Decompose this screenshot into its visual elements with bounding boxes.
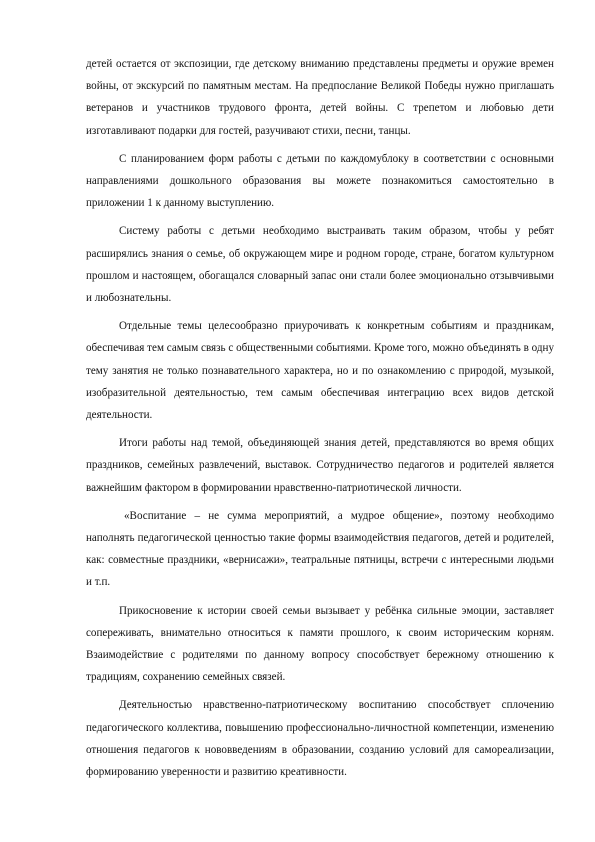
paragraph-conclusion: Деятельностью нравственно-патриотическому воспитанию способствует сплочению педагогического коллектива, повышению профессионально-личностной компетенции, изменению отношения педагогов к нововведениям в образовании, созданию условий для самореализации, формированию уверенности и развитию креативности. [86, 699, 554, 779]
paragraph-work-system: Систему работы с детьми необходимо выстраивать таким образом, чтобы у ребят расширялись знания о семье, об окружающем мире и родном городе, стране, богатом культурном прошлом и настоящем, обогащался словарный запас они стали более эмоционально отзывчивыми и любознательны. [86, 225, 554, 305]
document-page [86, 53, 554, 789]
paragraph-planning: С планированием форм работы с детьми по каждомублоку в соответствии с основными направлениями дошкольного образования вы можете познакомиться самостоятельно в приложении 1 к данному выступлению. [86, 152, 554, 210]
paragraph-results: Итоги работы над темой, объединяющей знания детей, представляются во время общих праздников, семейных развлечений, выставок. Сотрудничество педагогов и родителей является важнейшим фактором в формировании нравственно-патриотической личности. [86, 437, 554, 494]
paragraph-continuation: детей остается от экспозиции, где детскому вниманию представлены предметы и оружие времен войны, от экскурсий по памятным местам. На предпоcлание Великой Победы нужно приглашать ветеранов и участников трудового фронта, детей войны. С трепетом и любовью дети изготавливают подарки для гостей, разучивают стихи, песни, танцы. [86, 58, 554, 137]
paragraph-themes: Отдельные темы целесообразно приурочивать к конкретным событиям и праздникам, обеспечивая тем самым связь с общественными событиями. Кроме того, можно объединять в одну тему занятия не только познавательного характера, но и по ознакомлению с природой, музыкой, изобразительной деятельностью, тем самым обеспечивая интеграцию всех видов детской деятельности. [86, 320, 554, 422]
paragraph-quote: «Воспитание – не сумма мероприятий, а мудрое общение», поэтому необходимо наполнять педагогической ценностью такие формы взаимодействия педагогов, детей и родителей, как: совместные праздники, «вернисажи», театральные пятницы, встречи с интересными людьми и т.п. [86, 509, 554, 589]
paragraph-family-history: Прикосновение к истории своей семьи вызывает у ребёнка сильные эмоции, заставляет сопереживать, внимательно относиться к памяти прошлого, к своим историческим корням. Взаимодействие с родителями по данному вопросу способствует бережному отношению к традициям, сохранению семейных связей. [86, 604, 554, 684]
